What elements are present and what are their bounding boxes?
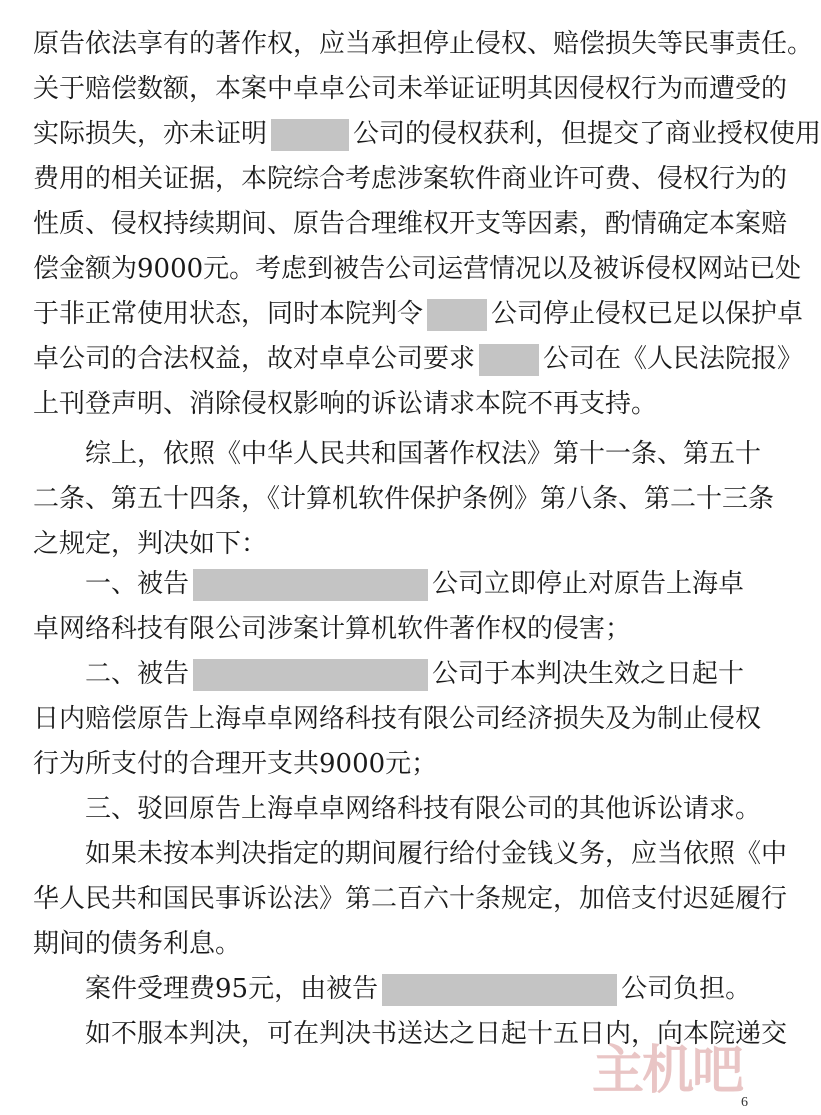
text-line: 实际损失，亦未证明 公司的侵权获利，但提交了商业授权使用 (33, 119, 821, 149)
redacted-name (271, 119, 349, 151)
text-line: 之规定，判决如下： (33, 529, 268, 559)
page-number: 6 (741, 1095, 748, 1110)
watermark-logo: 主机吧 (591, 1041, 742, 1101)
text-line: 偿金额为9000元。考虑到被告公司运营情况以及被诉侵权网站已处 (33, 254, 802, 284)
redacted-name (479, 344, 539, 376)
text-line: 期间的债务利息。 (33, 929, 242, 959)
text-line: 原告依法享有的著作权，应当承担停止侵权、赔偿损失等民事责任。 (33, 29, 814, 59)
text-line: 二条、第五十四条，《计算机软件保护条例》第八条、第二十三条 (33, 484, 775, 514)
text-line: 综上，依照《中华人民共和国著作权法》第十一条、第五十 (33, 439, 762, 469)
text-line: 二、被告 公司于本判决生效之日起十 (33, 659, 745, 689)
text-line: 费用的相关证据，本院综合考虑涉案软件商业许可费、侵权行为的 (33, 164, 788, 194)
text-line: 案件受理费95元，由被告 公司负担。 (33, 974, 752, 1004)
text-line: 日内赔偿原告上海卓卓网络科技有限公司经济损失及为制止侵权 (33, 704, 762, 734)
text-line: 行为所支付的合理开支共9000元； (33, 749, 438, 779)
text-line: 关于赔偿数额，本案中卓卓公司未举证证明其因侵权行为而遭受的 (33, 74, 788, 104)
redacted-name (382, 974, 617, 1006)
redacted-name (193, 569, 428, 601)
text-line: 性质、侵权持续期间、原告合理维权开支等因素，酌情确定本案赔 (33, 209, 788, 239)
text-line: 如果未按本判决指定的期间履行给付金钱义务，应当依照《中 (33, 839, 788, 869)
text-line: 于非正常使用状态，同时本院判令 公司停止侵权已足以保护卓 (33, 299, 804, 329)
text-line: 卓网络科技有限公司涉案计算机软件著作权的侵害； (33, 614, 632, 644)
text-line: 华人民共和国民事诉讼法》第二百六十条规定，加倍支付迟延履行 (33, 884, 788, 914)
text-line: 卓公司的合法权益，故对卓卓公司要求 公司在《人民法院报》 (33, 344, 804, 374)
redacted-name (427, 299, 487, 331)
text-line: 如不服本判决，可在判决书送达之日起十五日内，向本院递交 (33, 1019, 788, 1049)
text-line: 上刊登声明、消除侵权影响的诉讼请求本院不再支持。 (33, 389, 658, 419)
text-line: 一、被告 公司立即停止对原告上海卓 (33, 569, 745, 599)
text-line: 三、驳回原告上海卓卓网络科技有限公司的其他诉讼请求。 (33, 794, 762, 824)
redacted-name (193, 659, 428, 691)
